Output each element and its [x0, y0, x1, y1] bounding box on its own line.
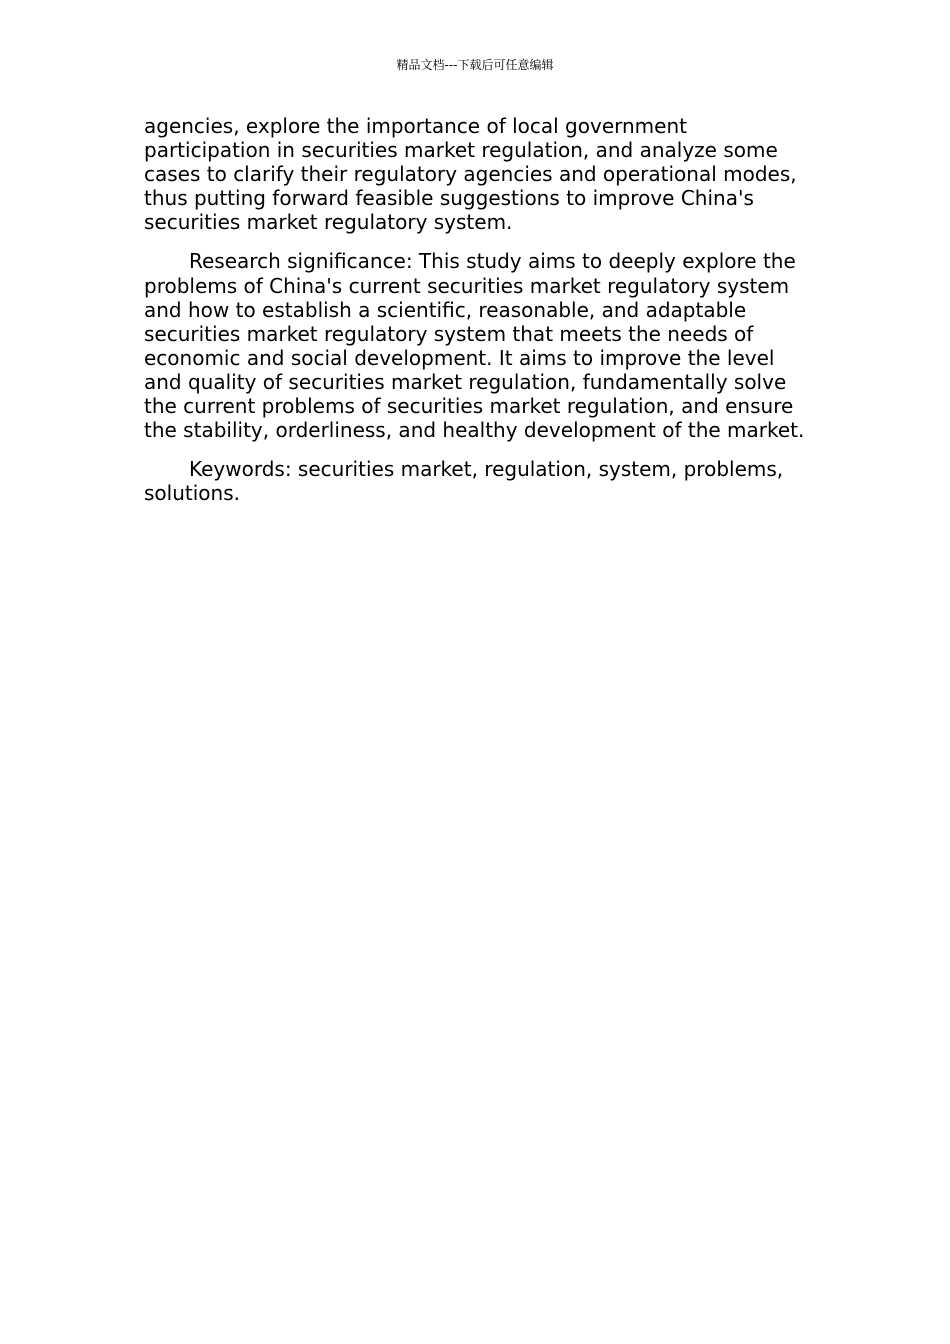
paragraph-keywords: Keywords: securities market, regulation, system, problems, solutions. — [144, 457, 784, 506]
paragraph-continuation: agencies, explore the importance of local government participation in securities market regulation, and analyze some cases to clarify their regulatory agencies and operational modes, thus putting forward feasible suggestions to improve China's securities market regulatory system. — [144, 114, 797, 235]
paragraph-research-significance: Research significance: This study aims to deeply explore the problems of China's current securities market regulatory system and how to establish a scientific, reasonable, and adaptable securities market regulatory system that meets the needs of economic and social development. It aims to improve the level and quality of securities market regulation, fundamentally solve the current problems of securities market regulation, and ensure the stability, orderliness, and healthy development of the market. — [144, 249, 805, 443]
page-header: 精品文档---下载后可任意编辑 — [396, 58, 554, 72]
document-body — [144, 114, 808, 520]
